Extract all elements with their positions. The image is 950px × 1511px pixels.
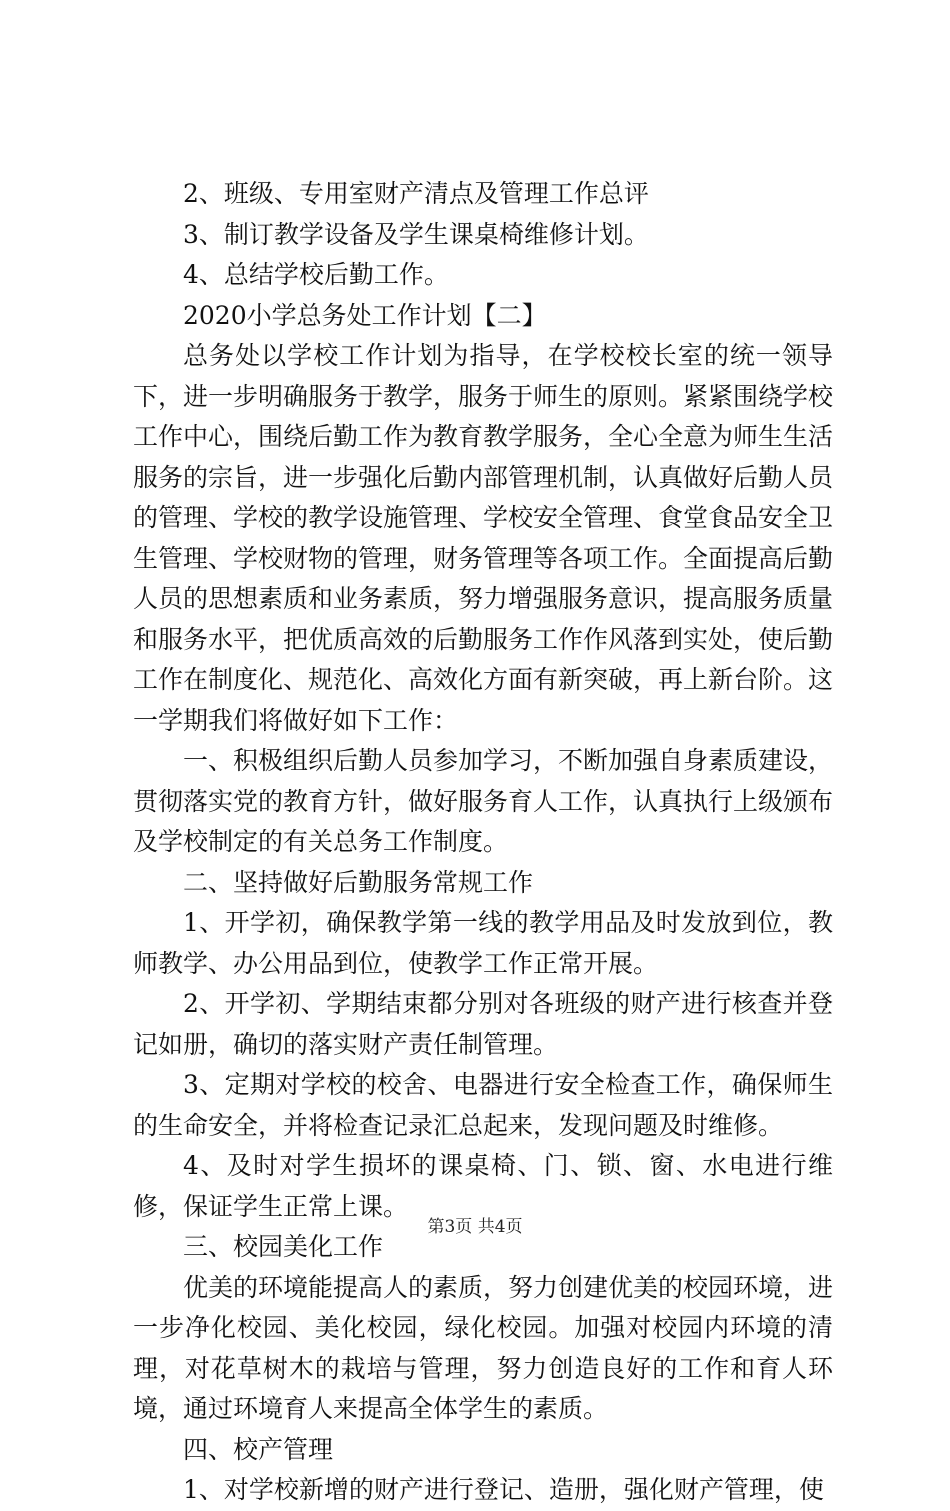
heading-part-4: 四、校产管理	[183, 1434, 334, 1464]
paragraph-item-4-summary: 4、总结学校后勤工作。	[183, 260, 449, 289]
intro-paragraph: 总务处以学校工作计划为指导，在学校校长室的统一领导下，进一步明确服务于教学，服务于师生的原则。紧紧围绕学校工作中心，围绕后勤工作为教育教学服务，全心全意为师生生活服务的宗旨，进一步强化后勤内部管理机制，认真做好后勤人员的管理、学校的教学设施管理、学校安全管理、食堂食品安全卫生管理、学校财物的管理，财务管理等各项工作。全面提高后勤人员的思想素质和业务素质，努力增强服务意识，提高服务质量和服务水平，把优质高效的后勤服务工作作风落到实处，使后勤工作在制度化、规范化、高效化方面有新突破，再上新台阶。这一学期我们将做好如下工作：	[133, 341, 834, 735]
paragraph-item-3-repair-plan: 3、制订教学设备及学生课桌椅维修计划。	[183, 219, 649, 249]
heading-part-2: 二、坚持做好后勤服务常规工作	[183, 867, 534, 897]
paragraph-3-environment: 优美的环境能提高人的素质，努力创建优美的校园环境，进一步净化校园、美化校园，绿化校园。加强对校园内环境的清理，对花草树木的栽培与管理，努力创造良好的工作和育人环境，通过环境育人来提高全体学生的素质。	[133, 1272, 834, 1423]
document-body	[133, 174, 833, 1511]
paragraph-2-1-supplies: 1、开学初，确保教学第一线的教学用品及时发放到位，教师教学、办公用品到位，使教学工作正常开展。	[133, 908, 833, 978]
page-number-label: 第3页 共4页	[427, 1217, 523, 1237]
paragraph-2-2-property-check: 2、开学初、学期结束都分别对各班级的财产进行核查并登记如册，确切的落实财产责任制管理。	[133, 989, 833, 1059]
page-footer	[0, 1216, 950, 1238]
heading-part-3: 三、校园美化工作	[183, 1232, 384, 1261]
paragraph-2-3-safety-check: 3、定期对学校的校舍、电器进行安全检查工作，确保师生的生命安全，并将检查记录汇总起来，发现问题及时维修。	[133, 1070, 833, 1140]
paragraph-2-4-maintenance: 4、及时对学生损坏的课桌椅、门、锁、窗、水电进行维修，保证学生正常上课。	[133, 1151, 833, 1221]
section-title: 2020小学总务处工作计划【二】	[183, 300, 547, 330]
paragraph-item-2-inventory: 2、班级、专用室财产清点及管理工作总评	[183, 179, 649, 208]
paragraph-part-1-study: 一、积极组织后勤人员参加学习，不断加强自身素质建设，贯彻落实党的教育方针，做好服务育人工作，认真执行上级颁布及学校制定的有关总务工作制度。	[133, 746, 834, 856]
paragraph-4-1-assets: 1、对学校新增的财产进行登记、造册，强化财产管理，使	[183, 1475, 824, 1504]
